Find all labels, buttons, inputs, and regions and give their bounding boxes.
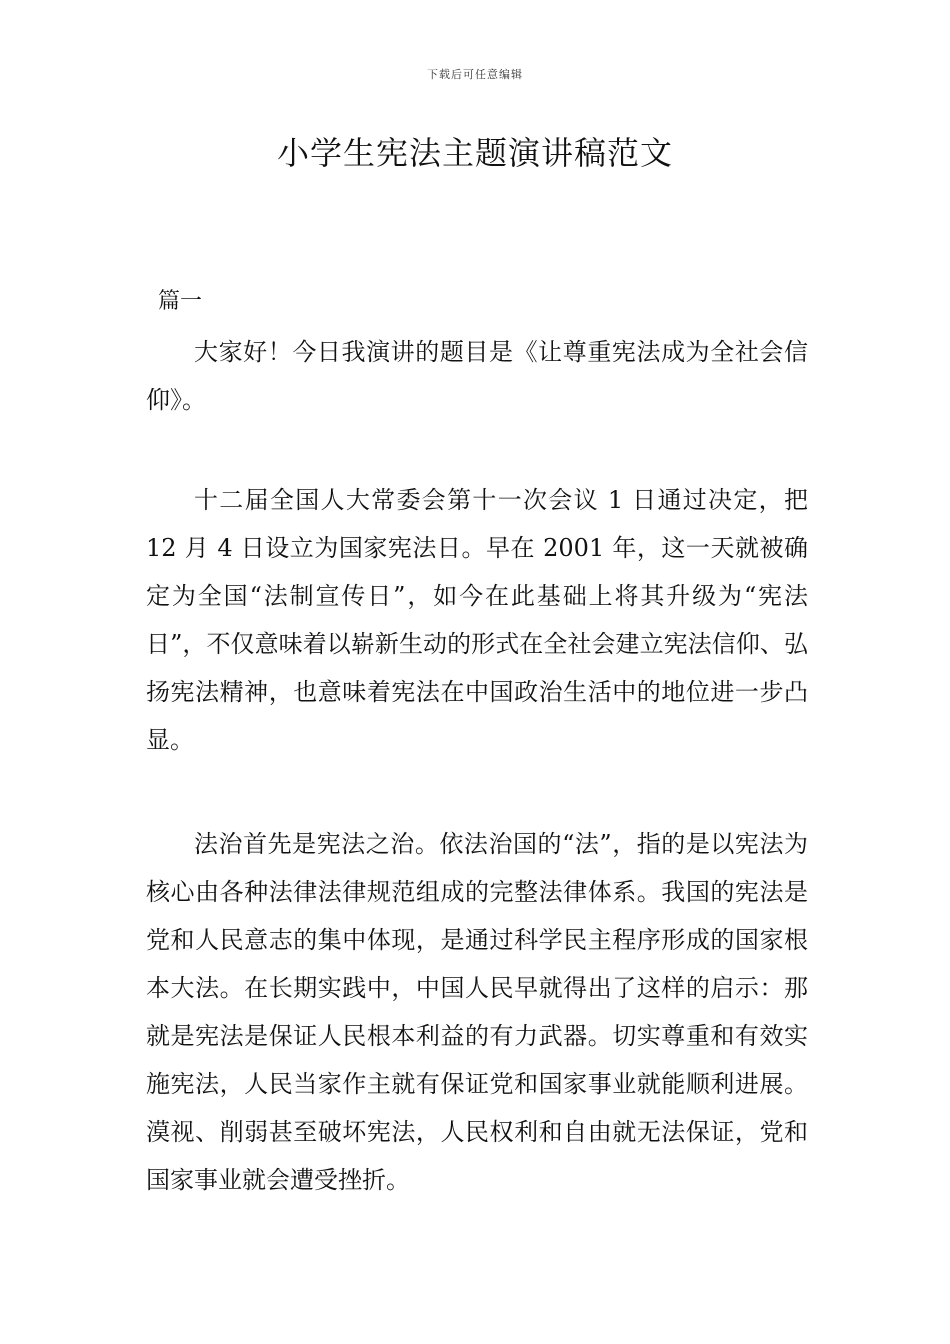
header-note: 下载后可任意编辑 <box>427 68 523 81</box>
paragraph-rule-of-law: 法治首先是宪法之治。依法治国的“法”，指的是以宪法为核心由各种法律法律规范组成的完整法律体系。我国的宪法是党和人民意志的集中体现，是通过科学民主程序形成的国家根本大法。在长期实践中，中国人民早就得出了这样的启示：那就是宪法是保证人民根本利益的有力武器。切实尊重和有效实施宪法，人民当家作主就有保证党和国家事业就能顺利进展。漠视、削弱甚至破坏宪法，人民权利和自由就无法保证，党和国家事业就会遭受挫折。 <box>146 830 808 1194</box>
paragraph-constitution-day: 十二届全国人大常委会第十一次会议 1 日通过决定，把 12 月 4 日设立为国家宪法日。早在 2001 年，这一天就被确定为全国“法制宣传日”，如今在此基础上将其升级为“宪法日”，不仅意味着以崭新生动的形式在全社会建立宪法信仰、弘扬宪法精神，也意味着宪法在中国政治生活中的地位进一步凸显。 <box>146 486 808 754</box>
paragraph-greeting: 大家好！今日我演讲的题目是《让尊重宪法成为全社会信仰》。 <box>146 338 808 414</box>
document-title: 小学生宪法主题演讲稿范文 <box>276 134 673 172</box>
section-label: 篇一 <box>158 289 203 314</box>
